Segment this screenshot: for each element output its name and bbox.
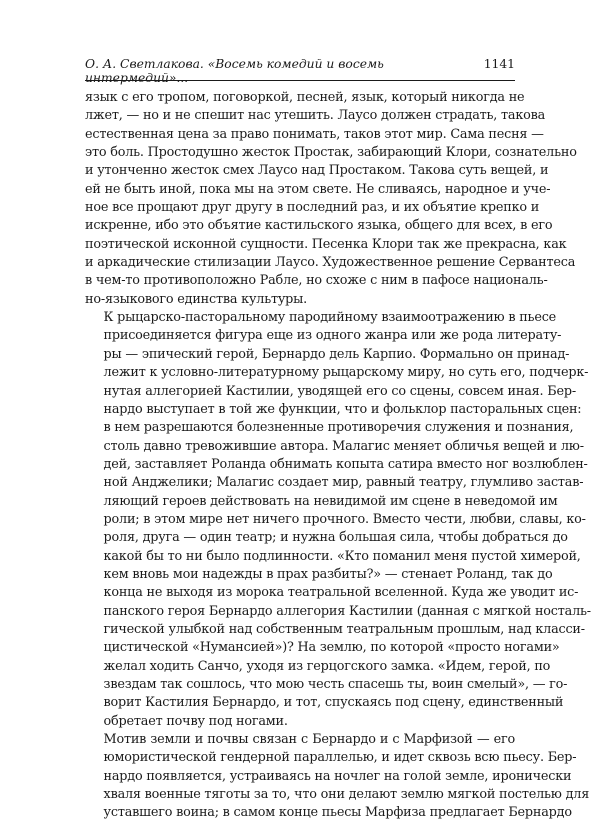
text-line: роли; в этом мире нет ничего прочного. Вместо чести, любви, славы, ко- (103, 511, 586, 527)
text-line: в чем-то противоположно Рабле, но схоже с ним в пафосе националь- (85, 273, 548, 289)
text-line: столь давно тревожившие автора. Малагис меняет обличья вещей и лю- (103, 438, 584, 454)
header-rule (85, 80, 515, 81)
text-line: цистической «Нумансией»)? На землю, по которой «просто ногами» (103, 640, 560, 656)
paragraph (85, 309, 591, 731)
text-line: конца не выходя из морока театральной вселенной. Куда же уводит ис- (103, 585, 579, 601)
text-line: кем вновь мои надежды в прах разбиты?» — стенает Роланд, так до (103, 566, 553, 582)
text-line: это боль. Простодушно жесток Простак, забирающий Клори, сознательно (85, 145, 577, 161)
text-line: нардо выступает в той же функции, что и фольклор пасторальных сцен: (103, 401, 582, 417)
text-line: ворит Кастилия Бернардо, и тот, спускаясь под сцену, единственный (103, 695, 564, 711)
text-line: в нем разрешаются болезненные противоречия служения и познания, (103, 420, 574, 436)
text-line: язык с его тропом, поговоркой, песней, язык, который никогда не (85, 90, 525, 105)
paragraph (85, 731, 590, 823)
text-line: ей не быть иной, пока мы на этом свете. Не сливаясь, народное и уче- (85, 181, 551, 197)
text-line: поэтической исконной сущности. Песенка Клори так же прекрасна, как (85, 236, 567, 252)
text-line: ляющий героев действовать на невидимой им сцене в неведомой им (103, 493, 558, 509)
text-line: обретает почву под ногами. (103, 713, 288, 729)
text-line: панского героя Бернардо аллегория Кастилии (данная с мягкой носталь- (103, 603, 591, 619)
text-line: роля, друга — один театр; и нужна большая сила, чтобы добраться до (103, 530, 568, 546)
text-line: естественная цена за право понимать, таков этот мир. Сама песня — (85, 126, 544, 142)
text-line: нардо появляется, устраиваясь на ночлег на голой земле, иронически (103, 768, 572, 784)
text-line: гической улыбкой над собственным театральным прошлым, над класси- (103, 621, 585, 637)
text-line: присоединяется фигура еще из одного жанра или же рода литерату- (103, 328, 562, 344)
text-line: юмористической гендерной параллелью, и идет сквозь всю пьесу. Бер- (103, 750, 577, 766)
text-line: ры — эпический герой, Бернардо дель Карпио. Формально он принад- (103, 346, 570, 362)
text-line: ное все прощают друг другу в последний раз, и их объятие крепко и (85, 200, 540, 216)
paragraph (85, 89, 577, 309)
text-line: какой бы то ни было подлинности. «Кто поманил меня пустой химерой, (103, 548, 581, 564)
running-title: О. А. Светлакова. «Восемь комедий и восемь интермедий»... (85, 57, 384, 85)
text-line: К рыцарско-пасторальному пародийному взаимоотражению в пьесе (103, 310, 557, 326)
text-line: желал ходить Санчо, уходя из герцогского замка. «Идем, герой, по (103, 658, 551, 674)
body-text (85, 89, 591, 823)
text-line: звездам так сошлось, что мою честь спасешь ты, воин смелый», — го- (103, 677, 568, 692)
text-line: и утонченно жесток смех Лаусо над Простаком. Такова суть вещей, и (85, 163, 549, 179)
text-line: уставшего воина; в самом конце пьесы Марфиза предлагает Бернардо (103, 805, 572, 821)
text-line: нутая аллегорией Кастилии, уводящей его со сцены, совсем иная. Бер- (103, 383, 576, 399)
text-line: Мотив земли и почвы связан с Бернардо и с Марфизой — его (103, 732, 515, 748)
text-line: искренне, ибо это объятие кастильского языка, общего для всех, в его (85, 218, 553, 234)
text-line: ной Анджелики; Малагис создает мир, равный театру, глумливо застав- (103, 475, 584, 491)
running-header (85, 57, 515, 85)
text-line: хваля военные тяготы за то, что они делают землю мягкой постелью для (103, 787, 590, 803)
page-number: 1141 (483, 57, 515, 71)
text-line: но-языкового единства культуры. (85, 291, 308, 307)
text-line: и аркадические стилизации Лаусо. Художественное решение Сервантеса (85, 255, 576, 271)
text-line: лжет, — но и не спешит нас утешить. Лаусо должен страдать, такова (85, 108, 546, 124)
text-line: лежит к условно-литературному рыцарскому миру, но суть его, подчерк- (103, 365, 589, 381)
text-line: дей, заставляет Роланда обнимать копыта сатира вместо ног возлюблен- (103, 456, 588, 472)
